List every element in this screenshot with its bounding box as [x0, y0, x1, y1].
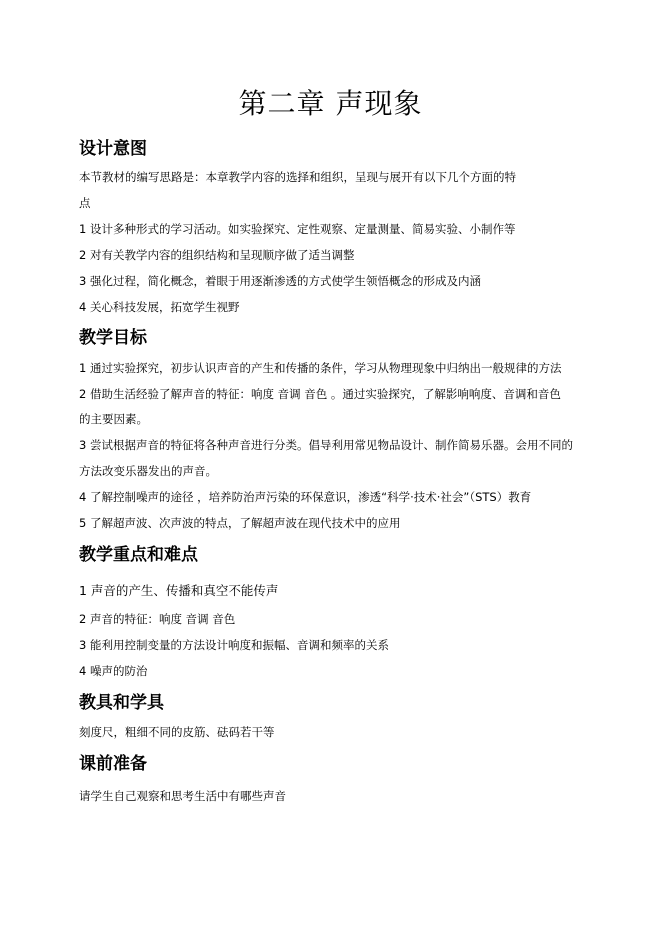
focus-line-2: 2 声音的特征：响度 音调 音色	[79, 612, 236, 626]
section-heading-prep: 课前准备	[79, 754, 147, 774]
section-heading-tools: 教具和学具	[79, 693, 164, 713]
section-heading-design: 设计意图	[79, 139, 147, 159]
design-line-4: 2 对有关教学内容的组织结构和呈现顺序做了适当调整	[79, 248, 355, 262]
focus-line-3: 3 能利用控制变量的方法设计响度和振幅、音调和频率的关系	[79, 638, 389, 652]
design-line-1: 本节教材的编写思路是：本章教学内容的选择和组织，呈现与展开有以下几个方面的特	[79, 170, 516, 184]
goals-line-2: 2 借助生活经验了解声音的特征：响度 音调 音色 。通过实验探究，了解影响响度、音调和音色	[79, 387, 561, 401]
goals-line-6: 4 了解控制噪声的途径 ，培养防治声污染的环保意识，渗透“科学·技术·社会”（STS）教育	[79, 490, 532, 504]
goals-line-7: 5 了解超声波、次声波的特点，了解超声波在现代技术中的应用	[79, 516, 401, 530]
goals-line-5: 方法改变乐器发出的声音。	[79, 464, 217, 478]
goals-line-3: 的主要因素。	[79, 412, 148, 426]
section-heading-focus: 教学重点和难点	[79, 545, 198, 565]
design-line-6: 4 关心科技发展，拓宽学生视野	[79, 300, 240, 314]
prep-line-1: 请学生自己观察和思考生活中有哪些声音	[79, 789, 286, 803]
goals-line-4: 3 尝试根据声音的特征将各种声音进行分类。倡导利用常见物品设计、制作简易乐器。会用不同的	[79, 438, 573, 452]
focus-line-4: 4 噪声的防治	[79, 664, 148, 678]
focus-line-1: 1 声音的产生、传播和真空不能传声	[79, 583, 279, 598]
section-heading-goals: 教学目标	[79, 328, 147, 348]
tools-line-1: 刻度尺，粗细不同的皮筋、砝码若干等	[79, 725, 275, 739]
page-title: 第二章 声现象	[238, 87, 423, 120]
design-line-2: 点	[79, 196, 91, 210]
design-line-3: 1 设计多种形式的学习活动。如实验探究、定性观察、定量测量、简易实验、小制作等	[79, 222, 516, 236]
goals-line-1: 1 通过实验探究，初步认识声音的产生和传播的条件，学习从物理现象中归纳出一般规律的方法	[79, 361, 562, 375]
design-line-5: 3 强化过程，简化概念，着眼于用逐渐渗透的方式使学生领悟概念的形成及内涵	[79, 274, 481, 288]
